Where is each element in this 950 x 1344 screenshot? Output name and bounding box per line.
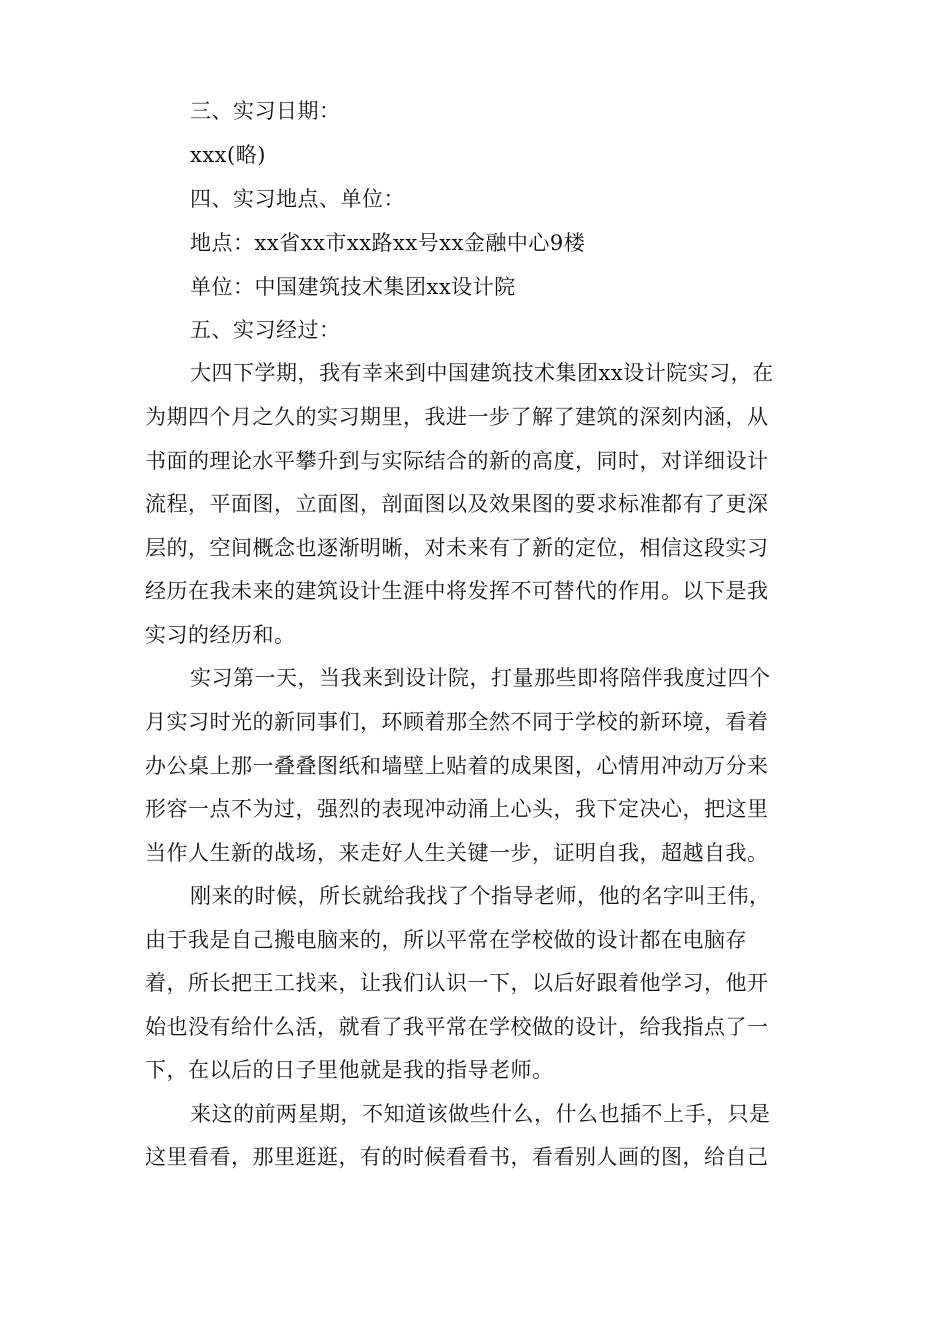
paragraph-3-line: 刚来的时候，所长就给我找了个指导老师，他的名字叫王伟， [190, 884, 771, 908]
paragraph-4-line: 来这的前两星期，不知道该做些什么，什么也插不上手，只是 [190, 1102, 771, 1126]
paragraph-1-line: 书面的理论水平攀升到与实际结合的新的高度，同时，对详细设计 [145, 449, 769, 473]
paragraph-2-line: 形容一点不为过，强烈的表现冲动涌上心头，我下定决心，把这里 [145, 797, 769, 821]
paragraph-3-line: 下，在以后的日子里他就是我的指导老师。 [145, 1058, 554, 1082]
paragraph-1-line: 大四下学期，我有幸来到中国建筑技术集团xx设计院实习，在 [190, 361, 774, 385]
paragraph-3-line: 由于我是自己搬电脑来的，所以平常在学校做的设计都在电脑存 [145, 928, 747, 952]
location-line: 地点：xx省xx市xx路xx号xx金融中心9楼 [190, 231, 586, 255]
paragraph-2-line: 月实习时光的新同事们，环顾着那全然不同于学校的新环境，看着 [145, 710, 769, 734]
paragraph-3-line: 着，所长把王工找来，让我们认识一下，以后好跟着他学习，他开 [145, 971, 769, 995]
paragraph-1-line: 实习的经历和。 [145, 623, 296, 647]
heading-internship-date: 三、实习日期： [190, 99, 341, 123]
paragraph-1-line: 流程，平面图，立面图，剖面图以及效果图的要求标准都有了更深 [145, 492, 769, 516]
paragraph-2-line: 当作人生新的战场，来走好人生关键一步，证明自我，超越自我。 [145, 841, 769, 865]
paragraph-4-line: 这里看看，那里逛逛，有的时候看看书，看看别人画的图，给自己 [145, 1145, 769, 1169]
paragraph-1-line: 为期四个月之久的实习期里，我进一步了解了建筑的深刻内涵，从 [145, 405, 769, 429]
heading-internship-process: 五、实习经过： [190, 318, 341, 342]
paragraph-2-line: 实习第一天，当我来到设计院，打量那些即将陪伴我度过四个 [190, 666, 771, 690]
paragraph-3-line: 始也没有给什么活，就看了我平常在学校做的设计，给我指点了一 [145, 1015, 769, 1039]
unit-line: 单位：中国建筑技术集团xx设计院 [190, 275, 516, 299]
heading-internship-location: 四、实习地点、单位： [190, 187, 405, 211]
paragraph-1-line: 经历在我未来的建筑设计生涯中将发挥不可替代的作用。以下是我 [145, 579, 769, 603]
paragraph-2-line: 办公桌上那一叠叠图纸和墙壁上贴着的成果图，心情用冲动万分来 [145, 754, 769, 778]
paragraph-1-line: 层的，空间概念也逐渐明晰，对未来有了新的定位，相信这段实习 [145, 536, 769, 560]
internship-date-value: xxx(略) [190, 143, 266, 167]
